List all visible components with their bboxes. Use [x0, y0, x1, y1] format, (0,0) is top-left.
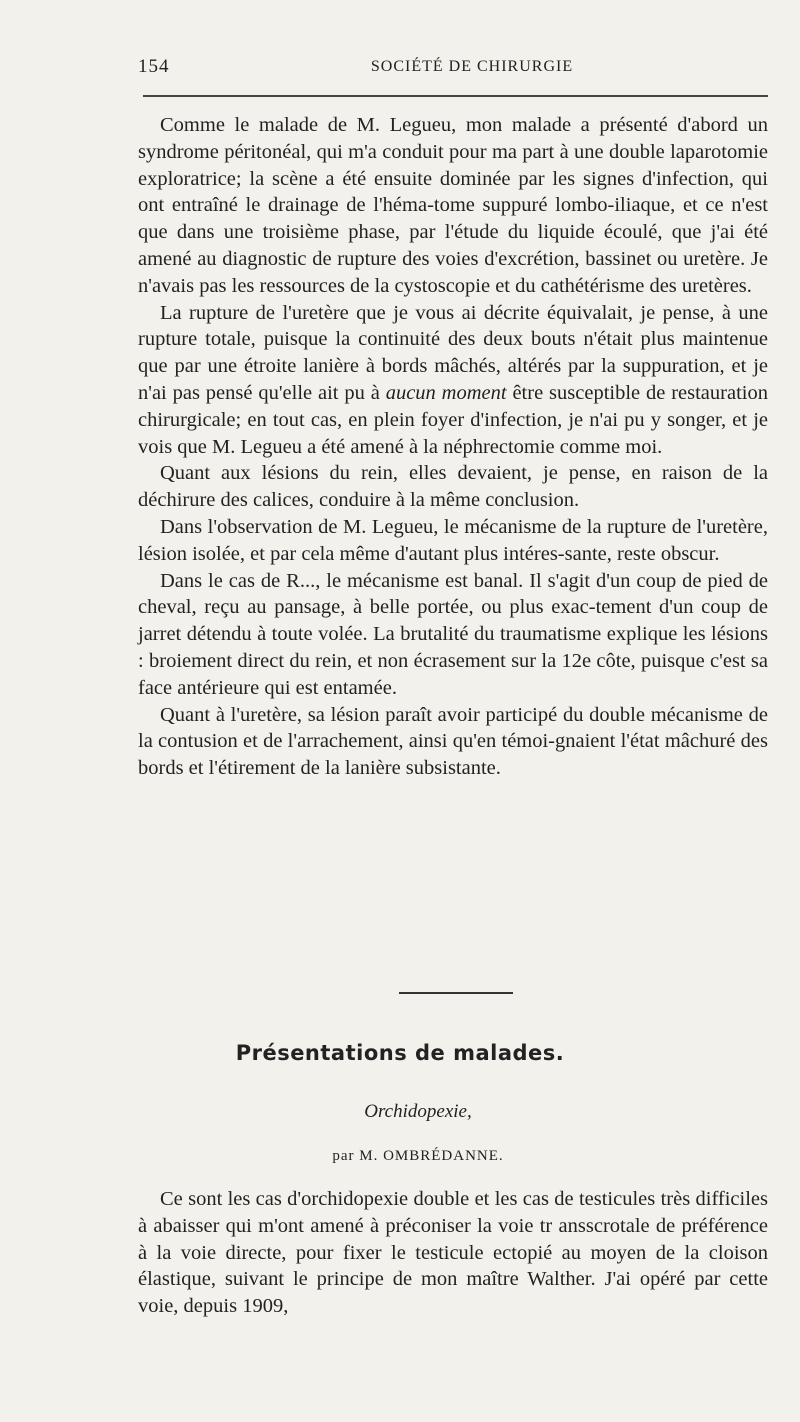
paragraph-3: Quant aux lésions du rein, elles devaient, je pense, en raison de la déchirure des calices, conduire à la même conclusion. — [138, 462, 768, 512]
section-body-text — [138, 1186, 768, 1320]
page-number: 154 — [138, 56, 170, 77]
paragraph-2-text-before: La rupture de l'uretère que je vous ai décrite équivalait, je pense, à une rupture totale, puisque la continuité des deux bouts n'était plus maintenue que par une étroite lanière à bords mâchés, altérés par la suppuration, et je n'ai pas pensé qu'elle ait pu à — [138, 301, 768, 404]
paragraph-2-emphasis: aucun moment — [385, 381, 507, 404]
article-title: Orchidopexie, — [364, 1101, 472, 1122]
paragraph-2 — [138, 300, 768, 461]
body-text — [138, 112, 768, 782]
section-divider — [399, 992, 513, 994]
paragraph-6: Quant à l'uretère, sa lésion paraît avoir participé du double mécanisme de la contusion et de l'arrachement, ainsi qu'en témoi-gnaient l'état mâchuré des bords et l'étirement de la lanière subsistante. — [138, 703, 768, 780]
paragraph-5: Dans le cas de R..., le mécanisme est banal. Il s'agit d'un coup de pied de cheval, reçu au pansage, à belle portée, ou plus exac-tement d'un coup de jarret détendu à toute volée. La brutalité du traumatisme explique les lésions : broiement direct du rein, et non écrasement sur la 12e côte, puisque c'est sa face antérieure qui est entamée. — [138, 569, 768, 699]
section-paragraph-1: Ce sont les cas d'orchidopexie double et les cas de testicules très difficiles à abaisser qui m'ont amené à préconiser la voie tr ansscrotale de préférence à la voie directe, pour fixer le testicule ectopié au moyen de la cloison élastique, suivant le principe de mon maître Walther. J'ai opéré par cette voie, depuis 1909, — [138, 1188, 768, 1318]
paragraph-1: Comme le malade de M. Legueu, mon malade a présenté d'abord un syndrome péritonéal, qui m'a conduit pour ma part à une double laparotomie exploratrice; la scène a été ensuite dominée par les signes d'infection, qui ont entraîné le drainage de l'héma-tome suppuré lombo-iliaque, et ce n'est que dans une troisième phase, par l'étude du liquide écoulé, que j'ai été amené au diagnostic de rupture des voies d'excrétion, bassinet ou uretère. Je n'avais pas les ressources de la cystoscopie et du cathétérisme des uretères. — [138, 114, 768, 297]
running-title: SOCIÉTÉ DE CHIRURGIE — [370, 58, 574, 75]
running-header — [138, 50, 766, 80]
header-rule — [143, 95, 768, 97]
paragraph-2-text-after: être susceptible de restauration chirurgicale; en tout cas, en plein foyer d'infection, je n'ai pu y songer, et je vois que M. Legueu a été amené à la néphrectomie comme moi. — [138, 381, 768, 458]
section-heading: Présentations de malades. — [235, 1041, 565, 1065]
author-byline: par M. OMBRÉDANNE. — [332, 1148, 504, 1164]
paragraph-4: Dans l'observation de M. Legueu, le mécanisme de la rupture de l'uretère, lésion isolée, et par cela même d'autant plus intéres-sante, reste obscur. — [138, 515, 768, 565]
